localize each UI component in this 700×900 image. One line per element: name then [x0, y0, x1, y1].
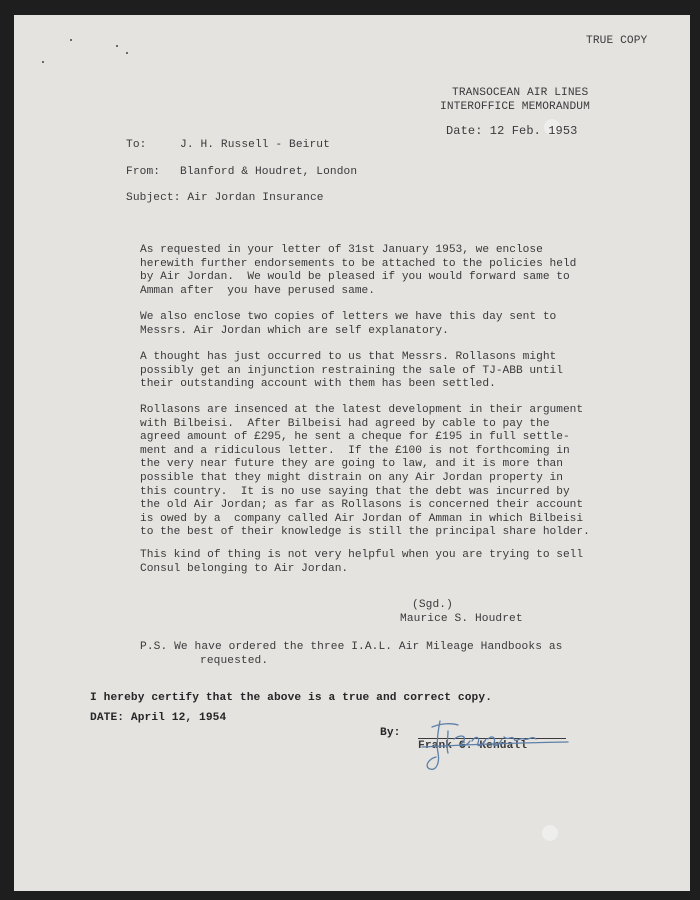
- memo-page: [14, 15, 690, 891]
- paragraph-line: the old Air Jordan; as far as Rollasons is concerned their account: [140, 499, 584, 512]
- signatory-name: Maurice S. Houdret: [400, 613, 523, 625]
- from-label: From:: [126, 166, 161, 178]
- paragraph-line: Rollasons are insenced at the latest development in their argument: [140, 404, 584, 416]
- paragraph-line: ment and a ridiculous letter. If the £100 is not forthcoming in: [140, 444, 570, 457]
- signed-marker: (Sgd.): [412, 599, 453, 611]
- paragraph-line: by Air Jordan. We would be pleased if you would forward same to: [140, 271, 570, 284]
- paragraph-line: As requested in your letter of 31st January 1953, we enclose: [140, 244, 543, 256]
- true-copy-stamp: TRUE COPY: [586, 35, 648, 47]
- certification-date: DATE: April 12, 1954: [90, 712, 227, 724]
- body-paragraph-3: [140, 351, 610, 392]
- paragraph-line: the very near future they are going to law, and it is more than: [140, 458, 563, 471]
- postscript-line-2: requested.: [200, 655, 269, 667]
- from-value: Blanford & Houdret, London: [180, 166, 358, 178]
- paragraph-line: this country. It is no use saying that the debt was incurred by: [140, 485, 570, 498]
- company-name: TRANSOCEAN AIR LINES: [452, 87, 589, 99]
- memo-date: Date: 12 Feb. 1953: [446, 124, 578, 138]
- paragraph-line: agreed amount of £295, he sent a cheque for £195 in full settle-: [140, 431, 570, 444]
- to-label: To:: [126, 139, 147, 151]
- subject-line: Subject: Air Jordan Insurance: [126, 192, 324, 204]
- body-paragraph-4: [140, 404, 610, 540]
- paragraph-line: with Bilbeisi. After Bilbeisi had agreed by cable to pay the: [140, 417, 550, 430]
- by-label: By:: [380, 727, 401, 739]
- paragraph-line: herewith further endorsements to be attached to the policies held: [140, 257, 577, 270]
- paragraph-line: Consul belonging to Air Jordan.: [140, 562, 349, 575]
- body-paragraph-5: [140, 549, 610, 576]
- paragraph-line: Amman after you have perused same.: [140, 284, 375, 297]
- paragraph-line: possible that they might distrain on any Air Jordan property in: [140, 471, 563, 484]
- speck: [70, 39, 72, 41]
- paragraph-line: We also enclose two copies of letters we have this day sent to: [140, 311, 557, 323]
- memo-type: INTEROFFICE MEMORANDUM: [440, 101, 590, 113]
- postscript-line-1: P.S. We have ordered the three I.A.L. Air Mileage Handbooks as: [140, 641, 563, 653]
- body-paragraph-2: [140, 311, 610, 338]
- punch-hole-bottom: [542, 825, 558, 841]
- speck: [116, 45, 118, 47]
- speck: [42, 61, 44, 63]
- certification-statement: I hereby certify that the above is a true and correct copy.: [90, 692, 493, 704]
- handwritten-signature: [418, 717, 578, 780]
- signature-drawing: [418, 717, 578, 775]
- paragraph-line: This kind of thing is not very helpful when you are trying to sell: [140, 549, 584, 561]
- paragraph-line: A thought has just occurred to us that Messrs. Rollasons might: [140, 351, 557, 363]
- body-paragraph-1: [140, 244, 610, 298]
- paragraph-line: is owed by a company called Air Jordan of Amman in which Bilbeisi: [140, 512, 584, 525]
- paragraph-line: their outstanding account with them has been settled.: [140, 378, 496, 391]
- to-value: J. H. Russell - Beirut: [180, 139, 330, 151]
- paragraph-line: Messrs. Air Jordan which are self explanatory.: [140, 324, 449, 337]
- speck: [126, 52, 128, 54]
- paragraph-line: to the best of their knowledge is still the principal share holder.: [140, 526, 590, 539]
- paragraph-line: possibly get an injunction restraining the sale of TJ-ABB until: [140, 364, 563, 377]
- certifier-name: Frank G. Kendall: [418, 740, 528, 752]
